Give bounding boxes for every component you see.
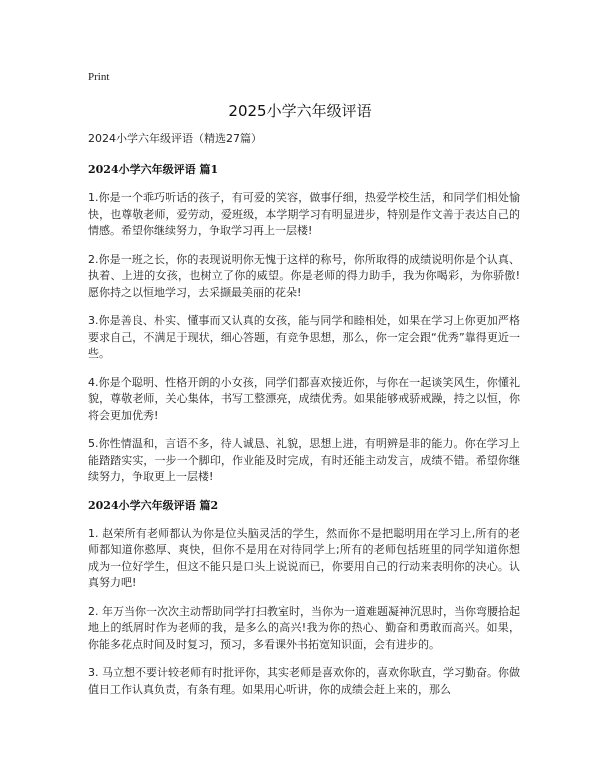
paragraph: 3.你是善良、朴实、懂事而又认真的女孩，能与同学和睦相处，如果在学习上你更加严格要求自己，不满足于现状，细心答题，有竞争思想，那么，你一定会跟“优秀”靠得更近一些。 (88, 314, 520, 360)
document-title: 2025小学六年级评语 (228, 102, 372, 120)
paragraph: 2. 年万当你一次次主动帮助同学打扫教室时，当你为一道难题凝神沉思时，当你弯腰拾起地上的纸屑时作为老师的我，是多么的高兴!我为你的热心、勤奋和勇敢而高兴。如果，你能多花点时间及时复习，预习，多看课外书拓宽知识面，会有进步的。 (88, 604, 520, 651)
section-heading: 2024小学六年级评语 篇1 (88, 163, 219, 176)
paragraph: 3. 马立想不要计较老师有时批评你，其实老师是喜欢你的，喜欢你耿直，学习勤奋。你做值日工作认真负责，有条有理。如果用心听讲，你的成绩会赶上来的，那么 (88, 666, 520, 696)
paragraph: 2.你是一班之长，你的表现说明你无愧于这样的称号，你所取得的成绩说明你是个认真、执着、上进的女孩，也树立了你的威望。你是老师的得力助手，我为你喝彩，为你骄傲!愿你持之以恒地学习，去采撷最美丽的花朵! (88, 252, 520, 299)
print-label[interactable]: Print (88, 71, 110, 83)
paragraph: 4.你是个聪明、性格开朗的小女孩，同学们都喜欢接近你，与你在一起谈笑风生，你懂礼貌，尊敬老师，关心集体，书写工整漂亮，成绩优秀。如果能够戒骄戒躁，持之以恒，你将会更加优秀! (88, 375, 520, 422)
section-heading: 2024小学六年级评语 篇2 (88, 498, 219, 512)
section-2 (88, 498, 520, 699)
section-1 (88, 162, 520, 486)
paragraph: 5.你性情温和，言语不多，待人诚恳、礼貌，思想上进，有明辨是非的能力。你在学习上能踏踏实实，一步一个脚印，作业能及时完成，有时还能主动发言，成绩不错。希望你继续努力，争取更上一层楼! (88, 437, 520, 483)
document-body (88, 131, 520, 710)
paragraph: 1. 赵荣所有老师都认为你是位头脑灵活的学生，然而你不是把聪明用在学习上,所有的老师都知道你憨厚、爽快，但你不是用在对待同学上;所有的老师包括班里的同学知道你想成为一位好学生，但这不能只是口头上说说而已，你要用自己的行动来表明你的决心。认真努力吧! (88, 526, 520, 589)
paragraph: 1.你是一个乖巧听话的孩子，有可爱的笑容，做事仔细，热爱学校生活，和同学们相处愉快，也尊敬老师，爱劳动，爱班级，本学期学习有明显进步，特别是作文善于表达自己的情感。希望你继续努力，争取学习再上一层楼! (88, 191, 520, 237)
document-subtitle: 2024小学六年级评语（精选27篇） (88, 132, 262, 145)
